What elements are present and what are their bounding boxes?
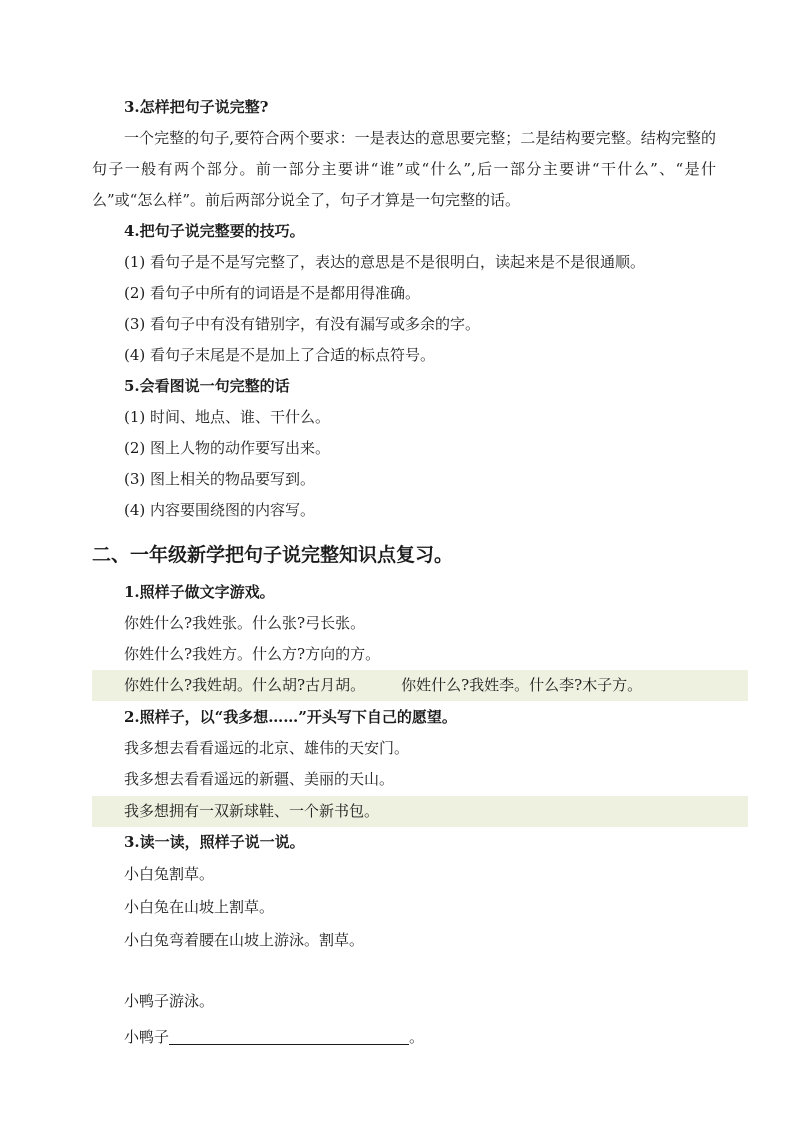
exercise-3-line-3: 小白兔弯着腰在山坡上游泳。割草。 bbox=[124, 931, 365, 949]
section-4-heading: 4.把句子说完整要的技巧。 bbox=[124, 222, 305, 240]
exercise-3-line-5-prefix: 小鸭子 bbox=[124, 1028, 170, 1046]
section-4-item-1: (1) 看句子是不是写完整了，表达的意思是不是很明白，读起来是不是很通顺。 bbox=[124, 253, 646, 271]
section-3-paragraph-text: 一个完整的句子,要符合两个要求：一是表达的意思要完整；二是结构要完整。结构完整的句子一般有两个部分。前一部分主要讲“谁”或“什么”,后一部分主要讲“干什么”、“是什么”或“怎么样”。前后两部分说全了，句子才算是一句完整的话。 bbox=[92, 129, 716, 209]
exercise-1-line-3b: 你姓什么?我姓李。什么李?木子方。 bbox=[401, 676, 643, 694]
section-3-heading: 3.怎样把句子说完整? bbox=[124, 98, 269, 116]
exercise-2-heading: 2.照样子，以“我多想……”开头写下自己的愿望。 bbox=[124, 708, 457, 726]
exercise-1-line-3a: 你姓什么?我姓胡。什么胡?古月胡。 bbox=[124, 676, 366, 694]
answer-blank-field[interactable] bbox=[169, 1026, 409, 1045]
section-3-paragraph bbox=[92, 123, 716, 216]
exercise-1-line-2: 你姓什么?我姓方。什么方?方向的方。 bbox=[124, 645, 381, 663]
exercise-3-heading: 3.读一读，照样子说一说。 bbox=[124, 833, 305, 851]
exercise-3-line-4: 小鸭子游泳。 bbox=[124, 992, 215, 1010]
section-5-item-3: (3) 图上相关的物品要写到。 bbox=[124, 470, 316, 488]
section-4-item-3: (3) 看句子中有没有错别字，有没有漏写或多余的字。 bbox=[124, 315, 481, 333]
section-4-item-4: (4) 看句子末尾是不是加上了合适的标点符号。 bbox=[124, 346, 436, 364]
exercise-3-line-5 bbox=[92, 1022, 748, 1053]
exercise-3-line-5-suffix: 。 bbox=[409, 1028, 425, 1046]
section-4-item-2: (2) 看句子中所有的词语是不是都用得准确。 bbox=[124, 284, 421, 302]
section-5-item-4: (4) 内容要围绕图的内容写。 bbox=[124, 501, 316, 519]
exercise-2-line-2: 我多想去看看遥远的新疆、美丽的天山。 bbox=[124, 770, 395, 788]
exercise-1-line-3 bbox=[92, 670, 748, 701]
exercise-3-line-2: 小白兔在山坡上割草。 bbox=[124, 898, 275, 916]
part-2-title: 二、一年级新学把句子说完整知识点复习。 bbox=[92, 544, 454, 566]
section-5-item-2: (2) 图上人物的动作要写出来。 bbox=[124, 439, 331, 457]
exercise-2-line-1: 我多想去看看遥远的北京、雄伟的天安门。 bbox=[124, 739, 410, 757]
exercise-1-heading: 1.照样子做文字游戏。 bbox=[124, 583, 275, 601]
section-5-heading: 5.会看图说一句完整的话 bbox=[124, 377, 290, 395]
exercise-3-line-1: 小白兔割草。 bbox=[124, 865, 215, 883]
exercise-2-line-3: 我多想拥有一双新球鞋、一个新书包。 bbox=[92, 796, 748, 827]
exercise-1-line-1: 你姓什么?我姓张。什么张?弓长张。 bbox=[124, 614, 366, 632]
section-5-item-1: (1) 时间、地点、谁、干什么。 bbox=[124, 408, 331, 426]
